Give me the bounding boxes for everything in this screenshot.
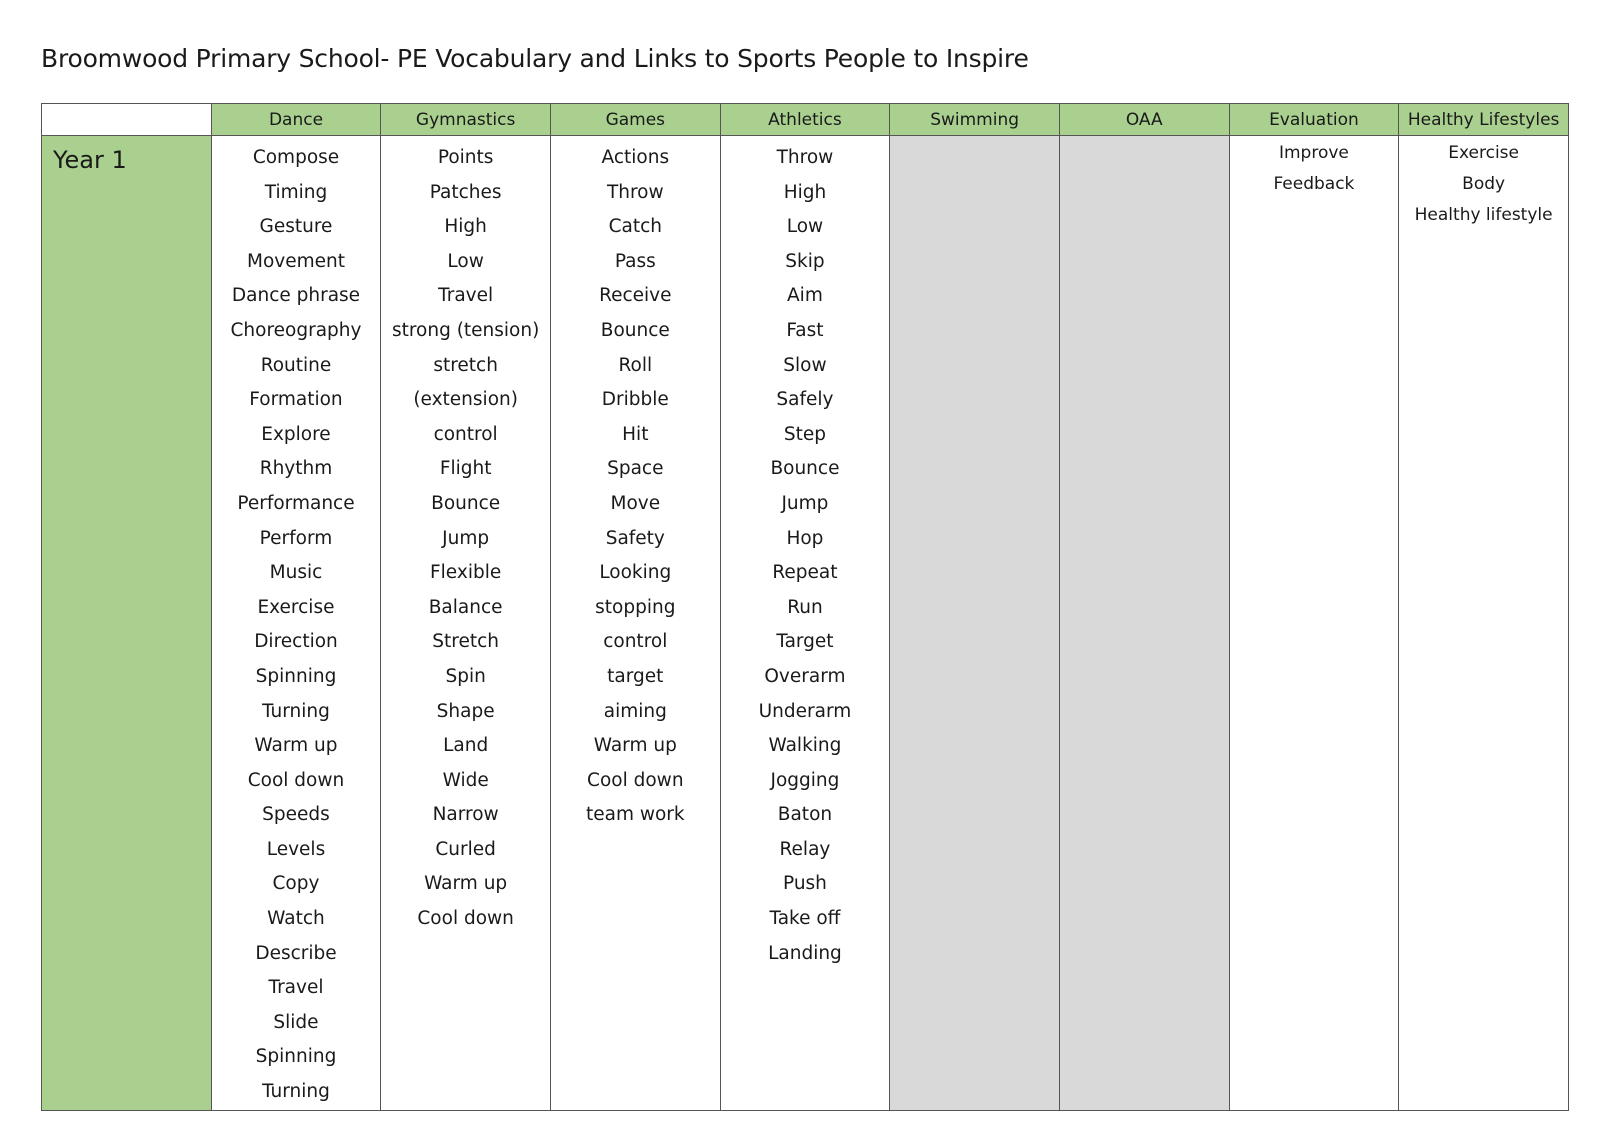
year-cell bbox=[42, 136, 212, 1111]
header-row bbox=[42, 104, 1569, 136]
vocabulary-word: Throw bbox=[606, 181, 664, 203]
vocabulary-word: Skip bbox=[785, 250, 825, 272]
vocabulary-word: Speeds bbox=[262, 804, 330, 826]
vocabulary-word: Healthy lifestyle bbox=[1414, 205, 1553, 225]
vocabulary-word: Cool down bbox=[247, 769, 345, 791]
vocabulary-word: Underarm bbox=[758, 700, 852, 722]
vocabulary-word: Target bbox=[776, 631, 834, 653]
athletics-word-list bbox=[721, 136, 890, 971]
games-cell bbox=[550, 136, 720, 1111]
vocabulary-word: Flexible bbox=[430, 562, 502, 584]
vocabulary-word: Dribble bbox=[601, 389, 669, 411]
vocabulary-word: Curled bbox=[435, 838, 496, 860]
vocabulary-word: Perform bbox=[259, 527, 333, 549]
vocabulary-word: Walking bbox=[768, 735, 842, 757]
vocabulary-word: Push bbox=[782, 873, 827, 895]
vocabulary-word: Travel bbox=[268, 977, 324, 999]
vocabulary-word: control bbox=[433, 423, 498, 445]
vocabulary-word: Describe bbox=[255, 942, 337, 964]
vocabulary-word: Rhythm bbox=[259, 458, 333, 480]
vocabulary-word: Narrow bbox=[432, 804, 499, 826]
vocabulary-word: Jogging bbox=[770, 769, 840, 791]
vocabulary-word: Baton bbox=[777, 804, 833, 826]
vocabulary-word: Wide bbox=[442, 769, 489, 791]
vocabulary-word: Looking bbox=[599, 562, 672, 584]
vocabulary-word: Balance bbox=[428, 596, 503, 618]
vocabulary-word: Move bbox=[610, 492, 661, 514]
vocabulary-word: Hop bbox=[786, 527, 824, 549]
vocabulary-word: Receive bbox=[599, 285, 672, 307]
vocabulary-word: Hit bbox=[622, 423, 649, 445]
vocabulary-word: Shape bbox=[436, 700, 495, 722]
vocabulary-word: control bbox=[603, 631, 668, 653]
year-1-row bbox=[42, 136, 1569, 1111]
vocabulary-word: Turning bbox=[262, 1081, 330, 1103]
vocabulary-word: Feedback bbox=[1273, 174, 1355, 194]
vocabulary-table bbox=[41, 103, 1569, 1111]
vocabulary-word: Landing bbox=[768, 942, 842, 964]
healthy-lifestyles-word-list bbox=[1399, 136, 1568, 231]
dance-word-list bbox=[212, 136, 381, 1110]
vocabulary-word: Spinning bbox=[255, 665, 337, 687]
vocabulary-word: Improve bbox=[1278, 143, 1349, 163]
vocabulary-word: Patches bbox=[429, 181, 502, 203]
vocabulary-word: Bounce bbox=[770, 458, 840, 480]
vocabulary-word: Points bbox=[437, 147, 494, 168]
header-oaa: OAA bbox=[1059, 104, 1229, 136]
vocabulary-word: Travel bbox=[438, 285, 494, 307]
vocabulary-word: Fast bbox=[786, 319, 824, 341]
vocabulary-word: Exercise bbox=[1448, 143, 1519, 163]
vocabulary-word: Turning bbox=[262, 700, 330, 722]
vocabulary-word: Bounce bbox=[600, 319, 670, 341]
header-games: Games bbox=[550, 104, 720, 136]
vocabulary-word: Aim bbox=[787, 285, 823, 307]
vocabulary-word: Flight bbox=[439, 458, 492, 480]
vocabulary-word: stopping bbox=[595, 596, 676, 618]
evaluation-cell bbox=[1229, 136, 1399, 1111]
header-healthy-lifestyles: Healthy Lifestyles bbox=[1399, 104, 1569, 136]
vocabulary-word: Overarm bbox=[764, 665, 846, 687]
vocabulary-word: Take off bbox=[769, 908, 841, 930]
header-gymnastics: Gymnastics bbox=[381, 104, 551, 136]
vocabulary-word: Direction bbox=[254, 631, 338, 653]
vocabulary-word: Safety bbox=[605, 527, 665, 549]
vocabulary-word: Formation bbox=[249, 389, 343, 411]
vocabulary-word: Copy bbox=[272, 873, 320, 895]
vocabulary-word: Timing bbox=[264, 181, 328, 203]
vocabulary-word: Exercise bbox=[257, 596, 335, 618]
vocabulary-word: Levels bbox=[266, 838, 326, 860]
vocabulary-word: stretch bbox=[433, 354, 498, 376]
vocabulary-word: Slow bbox=[783, 354, 827, 376]
vocabulary-word: (extension) bbox=[413, 389, 518, 411]
vocabulary-word: Watch bbox=[267, 908, 325, 930]
vocabulary-word: Music bbox=[269, 562, 323, 584]
vocabulary-word: Stretch bbox=[432, 631, 499, 653]
vocabulary-word: Explore bbox=[261, 423, 331, 445]
vocabulary-word: Cool down bbox=[417, 908, 514, 930]
vocabulary-word: Body bbox=[1462, 174, 1506, 194]
vocabulary-word: Gesture bbox=[259, 216, 333, 238]
vocabulary-word: Safely bbox=[776, 389, 834, 411]
vocabulary-word: Choreography bbox=[230, 319, 362, 341]
vocabulary-word: Spinning bbox=[255, 1046, 337, 1068]
vocabulary-word: Catch bbox=[608, 216, 662, 238]
vocabulary-word: Slide bbox=[273, 1011, 319, 1033]
vocabulary-word: Step bbox=[783, 423, 827, 445]
vocabulary-word: Low bbox=[786, 216, 824, 238]
vocabulary-word: Jump bbox=[442, 527, 490, 549]
vocabulary-word: Pass bbox=[614, 250, 656, 272]
vocabulary-word: Cool down bbox=[587, 769, 684, 791]
vocabulary-word: Space bbox=[607, 458, 664, 480]
year-label: Year 1 bbox=[53, 146, 127, 174]
vocabulary-word: Movement bbox=[246, 250, 345, 272]
vocabulary-word: Compose bbox=[252, 147, 340, 168]
vocabulary-word: Dance phrase bbox=[231, 285, 361, 307]
vocabulary-word: Roll bbox=[618, 354, 653, 376]
dance-cell bbox=[211, 136, 381, 1111]
vocabulary-word: Spin bbox=[445, 665, 486, 687]
evaluation-word-list bbox=[1230, 136, 1399, 200]
healthy-lifestyles-cell bbox=[1399, 136, 1569, 1111]
vocabulary-word: High bbox=[783, 181, 827, 203]
games-word-list bbox=[551, 136, 720, 833]
vocabulary-word: High bbox=[444, 216, 487, 238]
vocabulary-word: Throw bbox=[776, 147, 834, 168]
header-swimming: Swimming bbox=[890, 104, 1060, 136]
vocabulary-word: team work bbox=[585, 804, 685, 826]
vocabulary-word: target bbox=[607, 665, 664, 687]
vocabulary-word: Actions bbox=[601, 147, 670, 168]
oaa-cell bbox=[1059, 136, 1229, 1111]
header-evaluation: Evaluation bbox=[1229, 104, 1399, 136]
swimming-cell bbox=[890, 136, 1060, 1111]
gymnastics-cell bbox=[381, 136, 551, 1111]
athletics-cell bbox=[720, 136, 890, 1111]
vocabulary-word: Routine bbox=[260, 354, 332, 376]
vocabulary-word: Bounce bbox=[431, 492, 501, 514]
vocabulary-word: Warm up bbox=[424, 873, 508, 895]
vocabulary-word: Relay bbox=[779, 838, 831, 860]
vocabulary-word: Warm up bbox=[254, 735, 338, 757]
vocabulary-word: Warm up bbox=[593, 735, 677, 757]
header-dance: Dance bbox=[211, 104, 381, 136]
header-corner bbox=[42, 104, 212, 136]
vocabulary-word: Repeat bbox=[772, 562, 838, 584]
vocabulary-word: Land bbox=[443, 735, 489, 757]
document-title: Broomwood Primary School- PE Vocabulary and Links to Sports People to Inspire bbox=[41, 44, 1029, 73]
vocabulary-word: Run bbox=[787, 596, 823, 618]
vocabulary-word: Performance bbox=[237, 492, 355, 514]
vocabulary-word: Low bbox=[447, 250, 484, 272]
gymnastics-word-list bbox=[381, 136, 550, 937]
vocabulary-word: Jump bbox=[781, 492, 829, 514]
vocabulary-word: strong (tension) bbox=[391, 319, 540, 341]
vocabulary-word: aiming bbox=[603, 700, 667, 722]
header-athletics: Athletics bbox=[720, 104, 890, 136]
